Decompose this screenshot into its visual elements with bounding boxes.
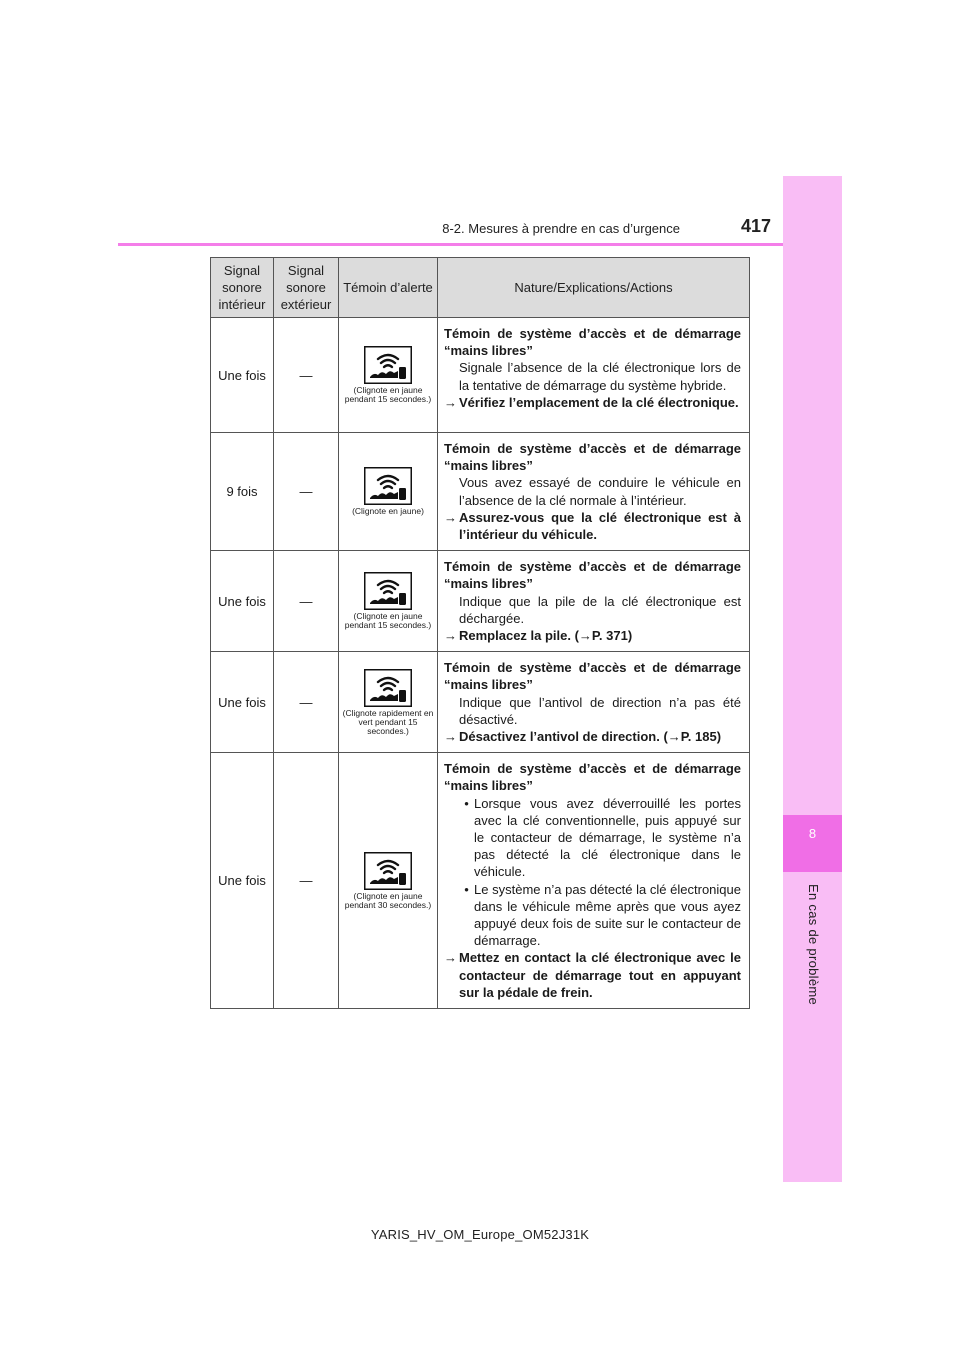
smart-key-warning-icon (364, 572, 412, 610)
action-text: Vérifiez l’emplacement de la clé électronique. (459, 394, 739, 410)
table-header-row (211, 258, 750, 318)
description-title: Témoin de système d’accès et de démarrage “mains libres” (444, 559, 741, 592)
description-bullet (444, 795, 741, 881)
description-cell (438, 433, 750, 551)
smart-key-warning-icon (364, 852, 412, 890)
table-row (211, 433, 750, 551)
lamp-caption: (Clignote rapidement en vert pendant 15 secondes.) (342, 707, 434, 736)
description-title: Témoin de système d’accès et de démarrage “mains libres” (444, 761, 741, 794)
description-text: Indique que l’antivol de direction n’a pas été désactivé. (459, 694, 741, 727)
table-row (211, 652, 750, 753)
lamp-caption: (Clignote en jaune) (352, 506, 424, 517)
header-interior-buzzer: Signal sonore intérieur (211, 258, 274, 318)
warning-light-cell (339, 318, 438, 433)
exterior-buzzer-cell: — (274, 551, 339, 652)
action-text: Mettez en contact la clé électronique avec le contacteur de démarrage tout en appuyant sur la pédale de frein. (459, 950, 741, 1000)
exterior-buzzer-cell: — (274, 652, 339, 753)
warning-light-cell (339, 433, 438, 551)
exterior-buzzer-cell: — (274, 753, 339, 1009)
description-action (444, 394, 741, 411)
page-number: 417 (741, 216, 772, 236)
interior-buzzer-cell: Une fois (211, 551, 274, 652)
warning-light-cell (339, 551, 438, 652)
description-text: Signale l’absence de la clé électronique lors de la tentative de démarrage du système hybride. (459, 360, 741, 393)
smart-key-warning-icon (364, 467, 412, 505)
chapter-tab[interactable] (783, 815, 842, 872)
arrow-icon: → (444, 950, 457, 966)
description-cell (438, 318, 750, 433)
bullet-icon: • (464, 881, 469, 897)
bullet-text: Lorsque vous avez déverrouillé les portes avec la clé conventionnelle, puis appuyé sur le contacteur de démarrage, le système n’a pas détecté la clé électronique dans le véhicule. (474, 795, 741, 880)
document-footer: YARIS_HV_OM_Europe_OM52J31K (370, 1227, 590, 1242)
action-text: Assurez-vous que la clé électronique est à l’intérieur du véhicule. (459, 509, 741, 543)
action-text: Remplacez la pile. (→P. 371) (459, 628, 633, 644)
chapter-number: 8 (808, 826, 817, 841)
smart-key-warning-icon (364, 346, 412, 384)
arrow-icon: → (444, 628, 457, 644)
description-action (444, 509, 741, 543)
section-title: 8-2. Mesures à prendre en cas d’urgence (442, 221, 680, 236)
table-row (211, 753, 750, 1009)
interior-buzzer-cell: 9 fois (211, 433, 274, 551)
lamp-caption: (Clignote en jaune pendant 15 secondes.) (344, 611, 432, 631)
description-cell (438, 551, 750, 652)
interior-buzzer-cell: Une fois (211, 753, 274, 1009)
description-action (444, 949, 741, 1001)
action-text: Désactivez l’antivol de direction. (→P. 185) (459, 729, 722, 745)
description-action (444, 627, 741, 644)
table-row (211, 318, 750, 433)
header-nature: Nature/Explications/Actions (438, 258, 750, 318)
description-text: Indique que la pile de la clé électronique est déchargée. (459, 593, 741, 626)
description-cell (438, 652, 750, 753)
header-warning-light: Témoin d’alerte (339, 258, 438, 318)
arrow-icon: → (444, 394, 457, 410)
description-action (444, 728, 741, 745)
warning-buzzer-table (210, 257, 750, 1009)
description-title: Témoin de système d’accès et de démarrage “mains libres” (444, 326, 741, 359)
chapter-title: En cas de problème (806, 884, 821, 1006)
warning-light-cell (339, 652, 438, 753)
description-cell (438, 753, 750, 1009)
arrow-icon: → (444, 729, 457, 745)
lamp-caption: (Clignote en jaune pendant 15 secondes.) (344, 385, 432, 404)
lamp-caption: (Clignote en jaune pendant 30 secondes.) (344, 890, 432, 910)
description-bullet (444, 881, 741, 950)
description-title: Témoin de système d’accès et de démarrage “mains libres” (444, 441, 741, 474)
header-divider (118, 243, 783, 246)
exterior-buzzer-cell: — (274, 318, 339, 433)
chapter-sidebar (783, 176, 842, 1182)
bullet-icon: • (464, 795, 469, 811)
interior-buzzer-cell: Une fois (211, 652, 274, 753)
bullet-text: Le système n’a pas détecté la clé électronique dans le véhicule même après que vous ayez appuyé deux fois de suite sur le contacteur de démarrage. (474, 881, 741, 949)
description-text: Vous avez essayé de conduire le véhicule en l’absence de la clé normale à l’intérieur. (459, 475, 741, 508)
header-exterior-buzzer: Signal sonore extérieur (274, 258, 339, 318)
interior-buzzer-cell: Une fois (211, 318, 274, 433)
smart-key-warning-icon (364, 669, 412, 707)
table-row (211, 551, 750, 652)
warning-light-cell (339, 753, 438, 1009)
description-title: Témoin de système d’accès et de démarrage “mains libres” (444, 660, 741, 693)
arrow-icon: → (444, 509, 457, 525)
exterior-buzzer-cell: — (274, 433, 339, 551)
